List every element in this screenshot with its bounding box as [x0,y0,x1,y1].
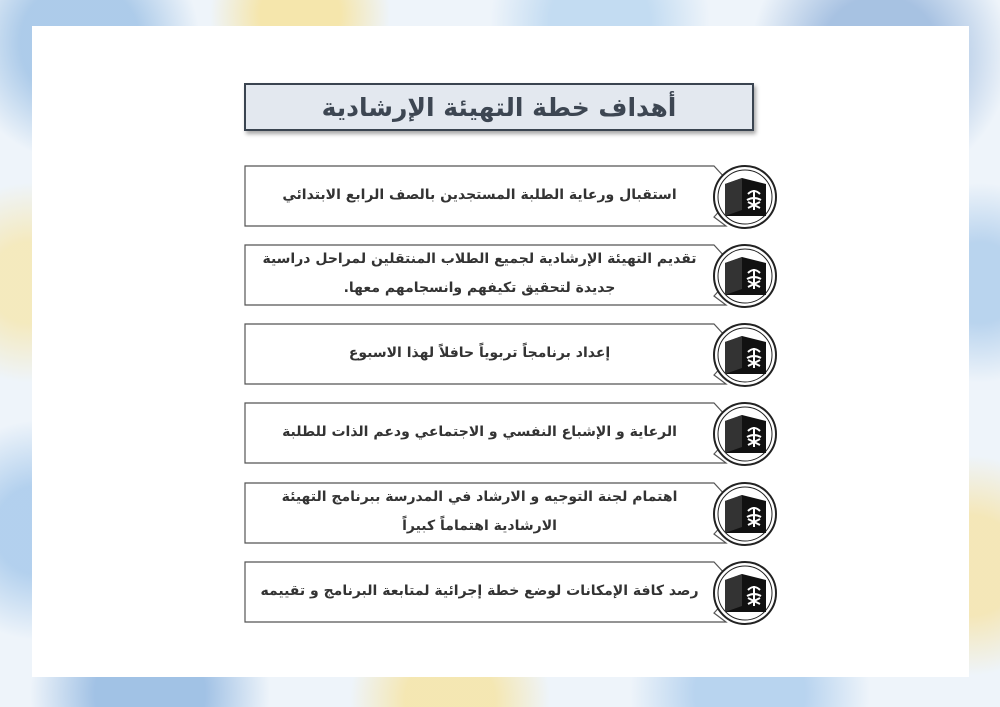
goal-row-5 [244,481,779,547]
goal-row-3 [244,322,779,388]
saudi-emblem-icon [712,164,778,230]
goal-row-4 [244,401,779,467]
goal-row-2 [244,243,779,309]
saudi-emblem-icon [712,243,778,309]
goal-text: تقديم التهيئة الإرشادية لجميع الطلاب المنتقلين لمراحل دراسية جديدة لتحقيق تكيفهم وانسجامهم معها. [262,251,697,296]
goal-text: استقبال ورعاية الطلبة المستجدين بالصف الرابع الابتدائي [282,186,677,203]
goal-row-6 [244,560,779,626]
goal-text: الرعاية و الإشباع النفسي و الاجتماعي ودعم الذات للطلبة [282,423,677,440]
title-box [244,83,754,131]
goal-text: رصد كافة الإمكانات لوضع خطة إجرائية لمتابعة البرنامج و تقييمه [260,582,699,599]
goal-text: إعداد برنامجاً تربوياً حافلاً لهذا الاسبوع [348,344,611,361]
goal-text: اهتمام لجنة التوجيه و الارشاد في المدرسة ببرنامج التهيئة الارشادية اهتماماً كبيراً [281,489,678,534]
goal-row-1 [244,164,779,230]
page-title: أهداف خطة التهيئة الإرشادية [321,92,677,122]
saudi-emblem-icon [712,401,778,467]
saudi-emblem-icon [712,560,778,626]
saudi-emblem-icon [712,322,778,388]
saudi-emblem-icon [712,481,778,547]
